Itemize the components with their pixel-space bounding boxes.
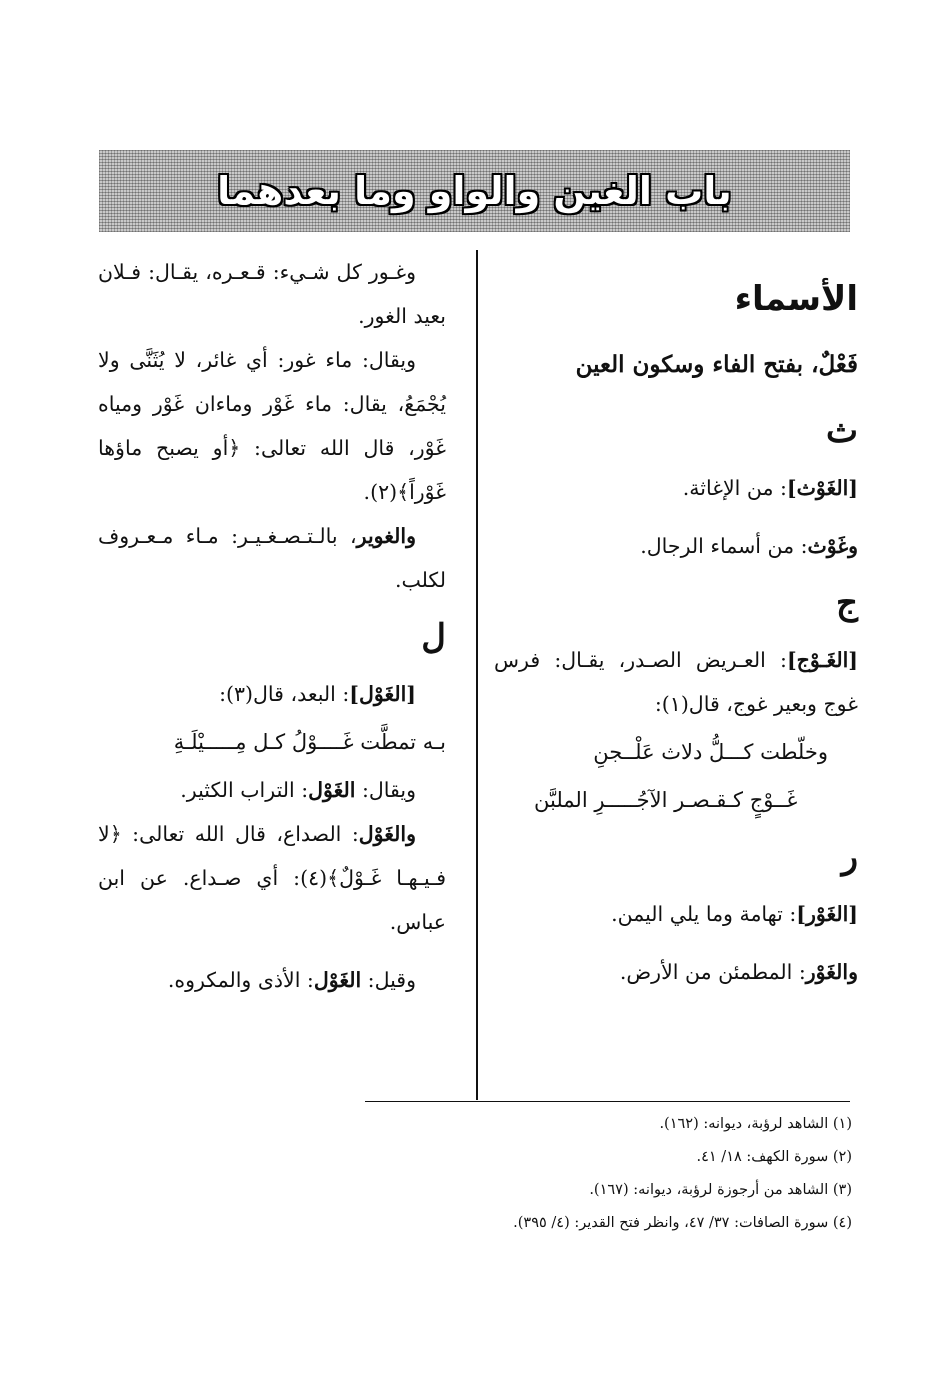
entry-definition: : الصداع، قال الله تعالى: ﴿لا فـيـهـا غَـوْلٌ﴾(٤): أي صـداع. عن ابن عباس. xyxy=(98,822,447,934)
verse-line-2: غَــوْجٍ كـقـصـر الآجُـــــرِ الملبَّن xyxy=(534,788,798,812)
footnote-1: (١) الشاهد لرؤبة، ديوانه: (١٦٢). xyxy=(659,1116,852,1132)
chapter-banner xyxy=(99,150,850,232)
entry-definition: : من أسماء الرجال. xyxy=(640,534,808,558)
paragraph-ghawl-headache xyxy=(98,812,446,944)
lead-text: ويقال: xyxy=(355,778,416,802)
letter-heading-tha: ث xyxy=(825,411,858,451)
paragraph-ghawr-water: ويقال: ماء غور: أي غائر، لا يُثَنَّى ولا يُجْمَعُ، يقال: ماء غَوْر وماءان غَوْر ومياه غَوْر، قال الله تعالى: ﴿أو يصبح ماؤها غَوْراً﴾(٢). xyxy=(98,348,446,504)
letter-heading-lam: ل xyxy=(421,617,446,657)
paragraph-ghawr-depth: وغـور كل شـيء: قـعـره، يقـال: فـلان بعيد الغور. xyxy=(98,260,446,328)
footnote-rule xyxy=(365,1101,850,1102)
letter-heading-ra: ر xyxy=(841,837,858,877)
entry-headword: [الغَوْر] xyxy=(796,902,858,926)
entry-headword: والغَوْل xyxy=(358,822,416,846)
entry-ghawl xyxy=(98,672,446,716)
entry-definition: : تهامة وما يلي اليمن. xyxy=(611,902,797,926)
entry-ghawr-land xyxy=(494,950,858,994)
section-title: الأسماء xyxy=(734,279,858,319)
entry-headword: والغوير xyxy=(356,524,416,548)
left-column xyxy=(98,250,446,1002)
entry-definition: : البعد، قال(٣): xyxy=(219,682,350,706)
entry-definition: : من الإغاثة. xyxy=(682,476,787,500)
entry-headword: وغَوْث xyxy=(807,534,858,558)
footnotes xyxy=(252,1108,852,1240)
lead-text: وقيل: xyxy=(361,968,416,992)
entry-ghawr xyxy=(494,892,858,936)
entry-definition: : التراب الكثير. xyxy=(180,778,309,802)
chapter-title: باب الغين والواو وما بعدهما xyxy=(217,169,732,213)
entry-headword: [الغَـوْج] xyxy=(786,648,858,672)
entry-headword: الغَوْل xyxy=(308,778,356,802)
footnote-2: (٢) سورة الكهف: ١٨/ ٤١. xyxy=(696,1149,852,1165)
entry-ghawj xyxy=(494,638,858,726)
entry-definition: : الأذى والمكروه. xyxy=(167,968,314,992)
entry-definition: : العـريض الصـدر، يقـال: فرس غوج وبعير غوج، قال(١): xyxy=(494,648,858,716)
footnote-3: (٣) الشاهد من أرجوزة لرؤبة، ديوانه: (١٦٧). xyxy=(589,1182,852,1198)
letter-heading-jim: ج xyxy=(836,583,858,623)
entry-headword: [الغَوْث] xyxy=(786,476,858,500)
entry-headword: الغَوْل xyxy=(313,968,362,992)
footnote-4: (٤) سورة الصافات: ٣٧/ ٤٧، وانظر فتح القدير: (٤/ ٣٩٥). xyxy=(513,1215,852,1231)
verse-line-3: بـه تمطَّت غَــــوْلُ كـل مِـــــيْلَـةِ xyxy=(173,730,446,754)
pattern-heading: فَعْلٌ، بفتح الفاء وسكون العين xyxy=(575,351,858,378)
verse-line-1: وخلّطت كـــلُّ دلاث عَلْــجنِ xyxy=(593,740,828,764)
right-column xyxy=(494,250,858,994)
entry-definition: ، بالـتـصـغـيـر: مـاء مـعـروف لكلب. xyxy=(98,524,446,592)
column-divider xyxy=(476,250,478,1100)
paragraph-ghawl-dust xyxy=(98,768,446,812)
entry-headword: [الغَوْل] xyxy=(349,682,416,706)
entry-ghawth-name xyxy=(494,524,858,568)
paragraph-ghuwayr xyxy=(98,514,446,602)
paragraph-ghawl-harm xyxy=(98,958,446,1002)
entry-headword: والغَوْر xyxy=(805,960,858,984)
entry-ghawth xyxy=(494,466,858,510)
entry-definition: : المطمئن من الأرض. xyxy=(619,960,806,984)
